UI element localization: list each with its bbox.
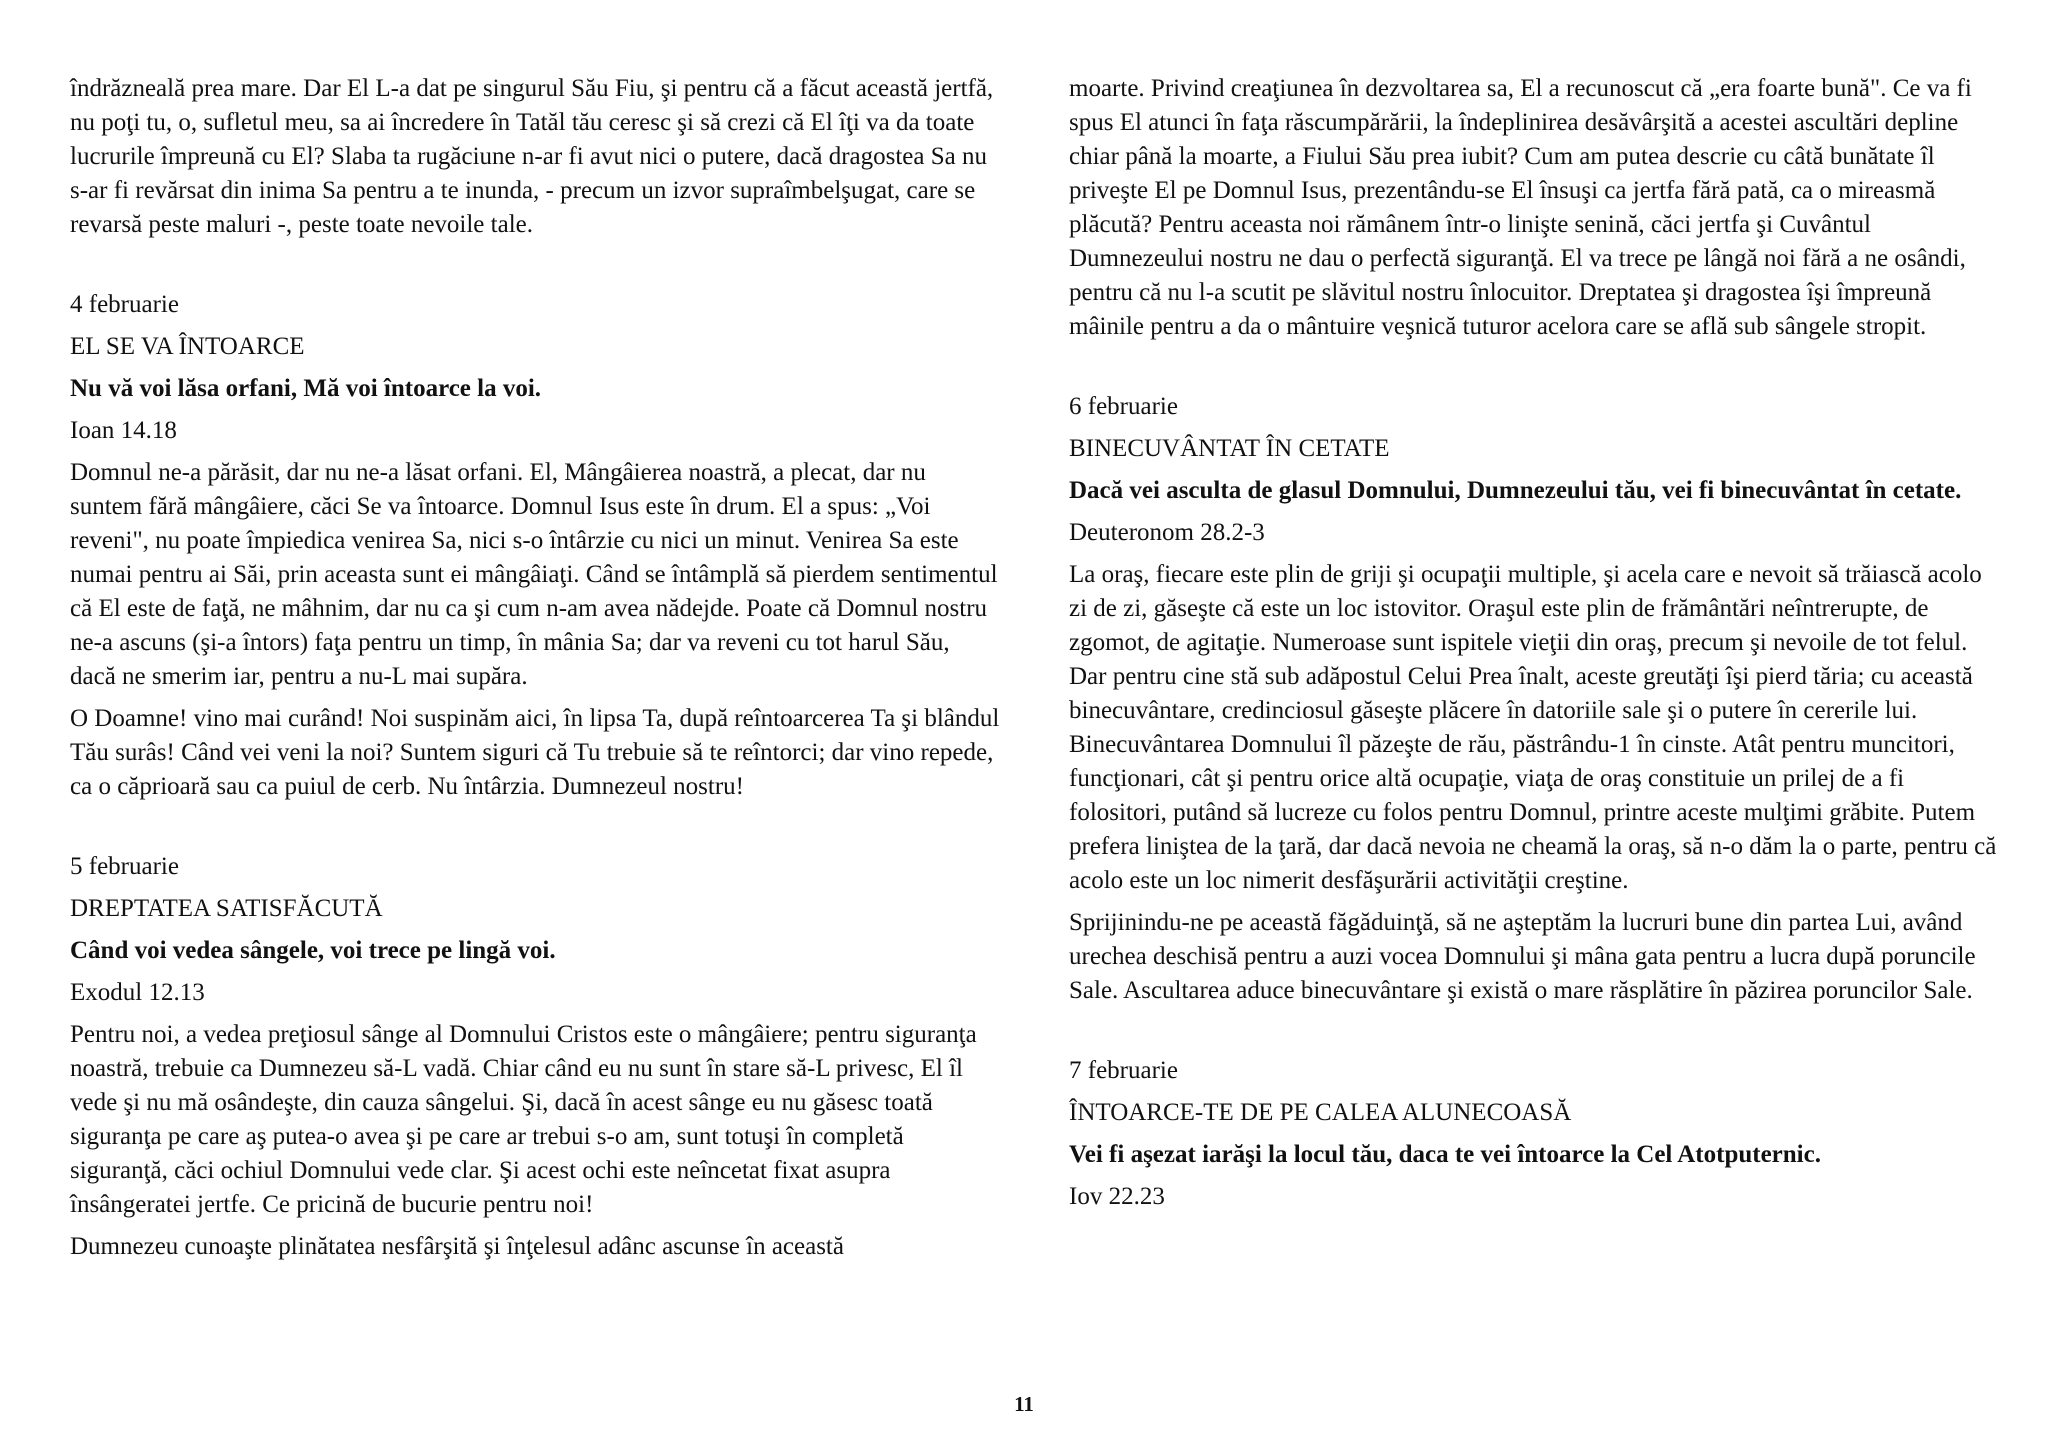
entry-verse: Vei fi aşezat iarăşi la locul tău, daca te vei întoarce la Cel Atotputernic. <box>1069 1141 1821 1168</box>
paragraph: îndrăzneală prea mare. Dar El L-a dat pe singurul Său Fiu, şi pentru că a făcut această jertfă, nu poţi tu, o, sufletul meu, sa ai încredere în Tatăl tău ceresc şi să crezi că El îţi va da toate lucrurile împreună cu El? Slaba ta rugăciune n-ar fi avut nici o putere, dacă dragostea Sa nu s-ar fi revărsat din inima Sa pentru a te inunda, - precum un izvor supraîmbelşugat, care se revarsă peste maluri -, peste toate nevoile tale. <box>70 75 994 238</box>
entry-date: 7 februarie <box>1069 1057 1178 1084</box>
entry-title: DREPTATEA SATISFĂCUTĂ <box>70 895 383 922</box>
paragraph: La oraş, fiecare este plin de griji şi ocupaţii multiple, şi acela care e nevoit să trăiască acolo zi de zi, găseşte că este un loc istovitor. Oraşul este plin de frământări neîntrerupte, de zgomot, de agitaţie. Numeroase sunt ispitele vieţii din oraş, precum şi nevoile de tot felul. Dar pentru cine stă sub adăpostul Celui Prea înalt, aceste greutăţi îşi pierd tăria; cu această binecuvântare, credinciosul găseşte plăcere în datoriile sale şi o putere în cererile lui. Binecuvântarea Domnului îl păzeşte de rău, păstrându-1 în cinste. Atât pentru muncitori, funcţionari, cât şi pentru orice altă ocupaţie, viaţa de oraş constituie un prilej de a fi folositori, putând să lucreze cu folos pentru Domnul, printre aceste mulţimi grăbite. Putem prefera liniştea de la ţară, dar dacă nevoia ne cheamă la oraş, să n-o dăm la o parte, pentru că acolo este un loc nimerit desfăşurării activităţii creştine. <box>1069 561 1997 894</box>
entry-verse: Dacă vei asculta de glasul Domnului, Dumnezeului tău, vei fi binecuvântat în cetate. <box>1069 477 1962 504</box>
entry-title: BINECUVÂNTAT ÎN CETATE <box>1069 435 1390 462</box>
paragraph: Sprijinindu-ne pe această făgăduinţă, să ne aşteptăm la lucruri bune din partea Lui, având urechea deschisă pentru a auzi vocea Domnului şi mâna gata pentru a lucra după poruncile Sale. Ascultarea aduce binecuvântare şi există o mare răsplătire în păzirea poruncilor Sale. <box>1069 909 1976 1004</box>
paragraph: Pentru noi, a vedea preţiosul sânge al Domnului Cristos este o mângâiere; pentru siguranţa noastră, trebuie ca Dumnezeu să-L vadă. Chiar când eu nu sunt în stare să-L privesc, El îl vede şi nu mă osândeşte, din cauza sângelui. Şi, dacă în acest sânge eu nu găsesc toată siguranţa pe care aş putea-o avea şi pe care ar trebui s-o am, sunt totuşi în completă siguranţă, căci ochiul Domnului vede clar. Şi acest ochi este neîncetat fixat asupra însângeratei jertfe. Ce pricină de bucurie pentru noi! <box>70 1021 977 1218</box>
paragraph: Dumnezeu cunoaşte plinătatea nesfârşită şi înţelesul adânc ascunse în această <box>70 1233 844 1260</box>
entry-reference: Ioan 14.18 <box>70 417 177 444</box>
entry-reference: Iov 22.23 <box>1069 1183 1165 1210</box>
paragraph: moarte. Privind creaţiunea în dezvoltarea sa, El a recunoscut că „era foarte bună". Ce va fi spus El atunci în faţa răscumpărării, la îndeplinirea desăvârşită a acestei ascultări depline chiar până la moarte, a Fiului Său prea iubit? Cum am putea descrie cu câtă bunătate îl priveşte El pe Domnul Isus, prezentându-se El însuşi ca jertfa fără pată, ca o mireasmă plăcută? Pentru aceasta noi rămânem într-o linişte senină, căci jertfa şi Cuvântul Dumnezeului nostru ne dau o perfectă siguranţă. El va trece pe lângă noi fără a ne osândi, pentru că nu l-a scutit pe slăvitul nostru înlocuitor. Dreptatea şi dragostea îşi împreună mâinile pentru a da o mântuire veşnică tuturor acelora care se află sub sângele stropit. <box>1069 75 1972 340</box>
entry-date: 4 februarie <box>70 291 179 318</box>
entry-title: ÎNTOARCE-TE DE PE CALEA ALUNECOASĂ <box>1069 1099 1572 1126</box>
right-column <box>1069 72 1999 1222</box>
entry-date: 6 februarie <box>1069 393 1178 420</box>
entry-reference: Deuteronom 28.2-3 <box>1069 519 1265 546</box>
entry-title: EL SE VA ÎNTOARCE <box>70 333 305 360</box>
paragraph: Domnul ne-a părăsit, dar nu ne-a lăsat orfani. El, Mângâierea noastră, a plecat, dar nu suntem fără mângâiere, căci Se va întoarce. Domnul Isus este în drum. El a spus: „Voi reveni", nu poate împiedica venirea Sa, nici s-o întârzie cu nici un minut. Venirea Sa este numai pentru ai Săi, prin aceasta sunt ei mângâiaţi. Când se întâmplă să pierdem sentimentul că El este de faţă, ne mâhnim, dar nu ca şi cum n-am avea nădejde. Poate că Domnul nostru ne-a ascuns (şi-a întors) faţa pentru un timp, în mânia Sa; dar va reveni cu tot harul Său, dacă ne smerim iar, pentru a nu-L mai supăra. <box>70 459 998 690</box>
paragraph: O Doamne! vino mai curând! Noi suspinăm aici, în lipsa Ta, după reîntoarcerea Ta şi blândul Tău surâs! Când vei veni la noi? Suntem siguri că Tu trebuie să te reîntorci; dar vino repede, ca o căprioară sau ca puiul de cerb. Nu întârzia. Dumnezeul nostru! <box>70 705 1000 800</box>
page-number: 11 <box>1014 1392 1034 1416</box>
left-column <box>70 72 1000 1272</box>
entry-reference: Exodul 12.13 <box>70 979 205 1006</box>
entry-verse: Când voi vedea sângele, voi trece pe lingă voi. <box>70 937 556 964</box>
entry-date: 5 februarie <box>70 853 179 880</box>
entry-verse: Nu vă voi lăsa orfani, Mă voi întoarce la voi. <box>70 375 542 402</box>
